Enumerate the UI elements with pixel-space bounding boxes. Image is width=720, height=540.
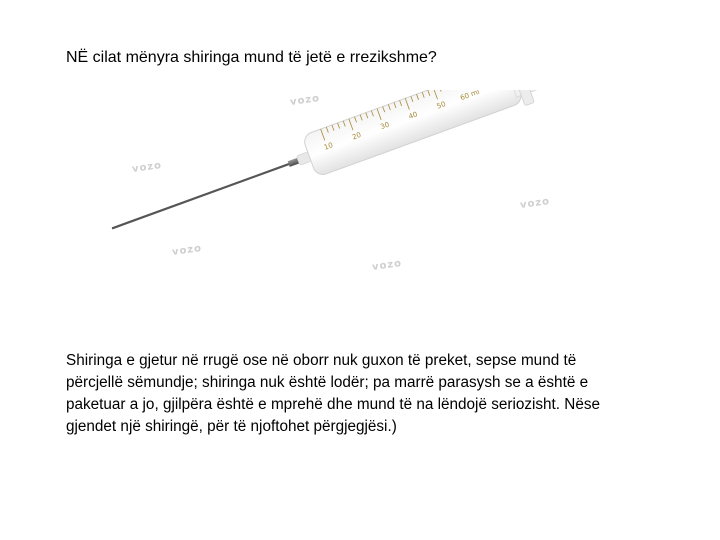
scale-label: 10 [322, 141, 335, 152]
watermark: vozo [371, 257, 403, 274]
paragraph-line: përcjellë sëmundje; shiringa nuk është lodër; pa marrë parasysh se a është e [66, 374, 589, 391]
scale-label: 40 [407, 110, 419, 121]
scale-label: 20 [351, 130, 363, 142]
paragraph-line: gjendet një shiringë, për të njoftohet përgjegjësi.) [66, 418, 397, 435]
scale-label: 30 [379, 120, 391, 132]
watermark: vozo [131, 159, 163, 176]
watermark: vozo [289, 92, 321, 109]
syringe-illustration [110, 90, 590, 280]
paragraph-line: paketuar a jo, gjilpëra është e mprehë dhe mund të na lëndojë seriozisht. Nëse [66, 396, 601, 413]
paragraph-line: Shiringa e gjetur në rrugë ose në oborr nuk guxon të preket, sepse mund të [66, 352, 577, 369]
syringe-barrel [302, 90, 524, 177]
scale-label: 60 ml [459, 90, 481, 103]
slide-title: NË cilat mënyra shiringa mund të jetë e rrezikshme? [66, 49, 437, 66]
scale-label: 50 [435, 100, 447, 111]
body-paragraph [66, 350, 656, 438]
watermark: vozo [519, 195, 551, 212]
watermark: vozo [171, 242, 203, 259]
